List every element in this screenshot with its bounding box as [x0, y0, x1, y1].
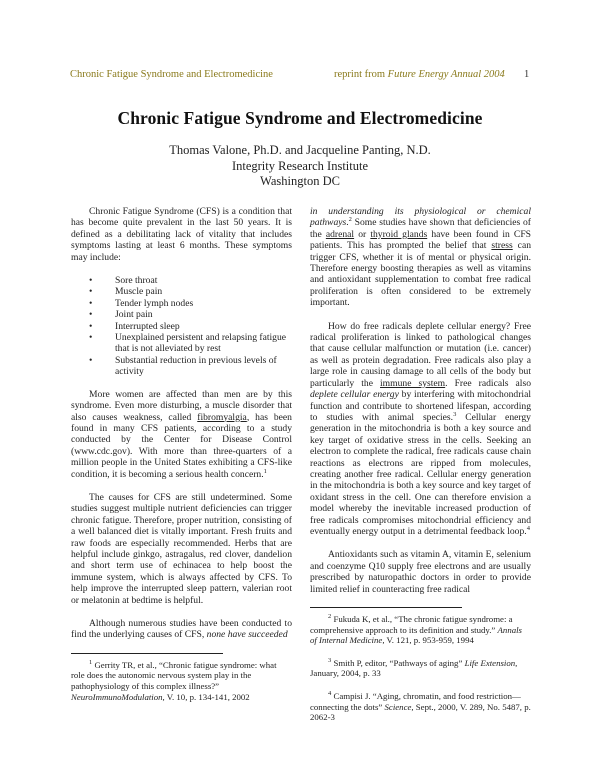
paragraph: Chronic Fatigue Syndrome (CFS) is a condition that has become quite prevalent in the last 50 years. It is defined as a debilitating lack of vitality that includes symptoms lasting at least 6 months. These symptoms may include: [71, 206, 292, 263]
journal-name: Life Extension [464, 657, 516, 668]
text-run: Some studies have shown that deficiencies of the [310, 217, 531, 240]
page-number: 1 [524, 69, 530, 80]
footnote-4 [310, 691, 531, 723]
footnote-text: Smith P, editor, “Pathways of aging” [331, 657, 465, 668]
list-item: • Substantial reduction in previous levels of activity [115, 355, 292, 378]
text-run: by interfering with mitochondrial function and contribute to shortened lifespan, according to studies with animal species. [310, 389, 531, 423]
footnote-ref: 1 [263, 467, 267, 475]
left-column [71, 206, 292, 714]
text-run: More women are affected than men are by this syndrome. Even more disturbing, a muscle disorder that also causes weakness, called [71, 388, 292, 423]
list-item: • Muscle pain [115, 286, 292, 297]
paper-title: Chronic Fatigue Syndrome and Electromedicine [117, 108, 483, 128]
emphasis: deplete cellular energy [310, 389, 399, 401]
list-item: • Sore throat [115, 275, 292, 286]
footnote-text: Fukuda K, et al., “The chronic fatigue syndrome: a comprehensive approach to its definition and study.” [310, 614, 513, 635]
footnote-ref: 2 [348, 216, 352, 224]
footnote-text: Campisi J. “Aging, chromatin, and food restriction—connecting the dots” [310, 690, 521, 712]
citation-detail: , V. 121, p. 953-959, 1994 [382, 635, 474, 646]
text-run: , has been found in many CFS patients, according to a study conducted by the Center for Disease Control (www.cdc.gov). With more than three-quarters of a million people in the United States exhibiting a CFS-like condition, it is becoming a serious health concern. [71, 411, 292, 480]
citation-detail: , January, 2004, p. 33 [310, 657, 518, 679]
location: Washington DC [260, 174, 340, 188]
authors: Thomas Valone, Ph.D. and Jacqueline Panting, N.D. [169, 143, 431, 157]
stress-term: stress [491, 240, 513, 252]
paragraph: The causes for CFS are still undetermined. Some studies suggest multiple nutrient deficiencies can trigger chronic fatigue. Therefore, proper nutrition, consisting of a well balanced diet is vitally important. Fresh fruits and raw foods are especially recommended. Herbs that are helpful include ginkgo, astragalus, red clover, dandelion and short term use of echinacea to help boost the immune system, which is always affected by CFS. To help improve the interrupted sleep pattern, valerian root or melatonin at bedtime is helpful. [71, 491, 292, 606]
footnote-number: 2 [328, 613, 332, 621]
paragraph [310, 321, 531, 538]
paragraph [71, 389, 292, 480]
immune-term: immune system [380, 377, 446, 389]
institute: Integrity Research Institute [231, 158, 369, 173]
footnote-3 [310, 658, 531, 679]
footnote-divider [310, 607, 462, 608]
text-run: have been found in CFS patients. This has prompted the belief that [310, 228, 531, 252]
reprint-prefix: reprint from [334, 69, 388, 80]
emphasis: in understanding its physiological or chemical pathways [310, 206, 531, 229]
symptom-list [71, 275, 292, 378]
right-column [310, 206, 531, 735]
text-run: or [354, 228, 371, 240]
footnote-number: 4 [328, 690, 332, 698]
text-run: Cellular energy generation in the mitochondria is both a key source and key target of oxidative stress in the cells. Seeking an electron to complete the radical, free radicals cause chain reactions as electrons are ripped from molecules, creating another free radical. Cellular energy generation in the mitochondria is both a key source and key target of oxidant stress in the cell. One can therefore envision a model whereby the inevitable increased production of free radicals compromises mitochondrial efficiency and eventually energy output in a detrimental feedback loop. [310, 411, 531, 537]
list-item: • Interrupted sleep [115, 321, 292, 332]
citation-detail: , Sept., 2000, V. 289, No. 5487, p. 2062-3 [310, 701, 531, 723]
footnote-ref: 4 [526, 524, 530, 532]
footnote-2 [310, 614, 531, 646]
text-run: How do free radicals deplete cellular energy? Free radical proliferation is linked to pathological changes that cause cellular malfunction or mutation (i.e. cancer) as well as protein degradation. Free radicals also play a large role in causing damage to all cells of the body but particularly the [310, 320, 531, 389]
citation-detail: , V. 10, p. 134-141, 2002 [162, 691, 250, 702]
footnote-number: 3 [328, 656, 332, 664]
fibromyalgia-term: fibromyalgia [197, 411, 247, 423]
reprint-source: Future Energy Annual 2004 [387, 69, 505, 80]
byline [0, 143, 600, 190]
list-item: • Unexplained persistent and relapsing fatigue that is not alleviated by rest [115, 332, 292, 355]
text-run: . Free radicals also [445, 377, 531, 389]
list-item: • Tender lymph nodes [115, 298, 292, 309]
journal-name: Annals of Internal Medicine [310, 624, 522, 646]
footnote-text: Gerrity TR, et al., “Chronic fatigue syndrome: what role does the autonomic nervous system play in the pathophysiology of this complex illness?” [71, 659, 277, 691]
footnote-number: 1 [89, 658, 93, 666]
text-run: can trigger CFS, whether it is of mental or physical origin. Therefore energy boosting therapies as well as vitamins and antioxidant supplementation to combat free radical proliferation is often considered to be extremely important. [310, 240, 531, 309]
thyroid-term: thyroid glands [370, 228, 428, 240]
footnote-1 [71, 660, 292, 702]
emphasis: none have succeeded [206, 629, 288, 641]
footnote-ref: 3 [453, 410, 457, 418]
footnote-divider [71, 653, 223, 654]
paragraph: in understanding its physiological or chemical pathways.$^2$ Some studies have shown that deficiencies of the adrenal or thyroid glands have been found in CFS patients. This has prompted the belief that stress can trigger CFS, whether it is of mental or physical origin. Therefore energy boosting therapies as well as vitamins and antioxidant supplementation to combat free radical proliferation is often considered to be extremely important. [310, 206, 531, 309]
paragraph: Antioxidants such as vitamin A, vitamin E, selenium and coenzyme Q10 supply free electrons and are usually prescribed by naturopathic doctors in order to provide limited relief in counteracting free radical [310, 549, 531, 595]
running-title: Chronic Fatigue Syndrome and Electromedicine [70, 69, 273, 80]
reprint-note [334, 69, 505, 80]
text-run: Although numerous studies have been conducted to find the underlying causes of CFS, [71, 618, 292, 641]
paragraph [71, 618, 292, 641]
list-item: • Joint pain [115, 309, 292, 320]
journal-name: Science [384, 701, 412, 712]
adrenal-term: adrenal [325, 228, 355, 240]
journal-name: NeuroImmunoModulation [71, 691, 163, 702]
